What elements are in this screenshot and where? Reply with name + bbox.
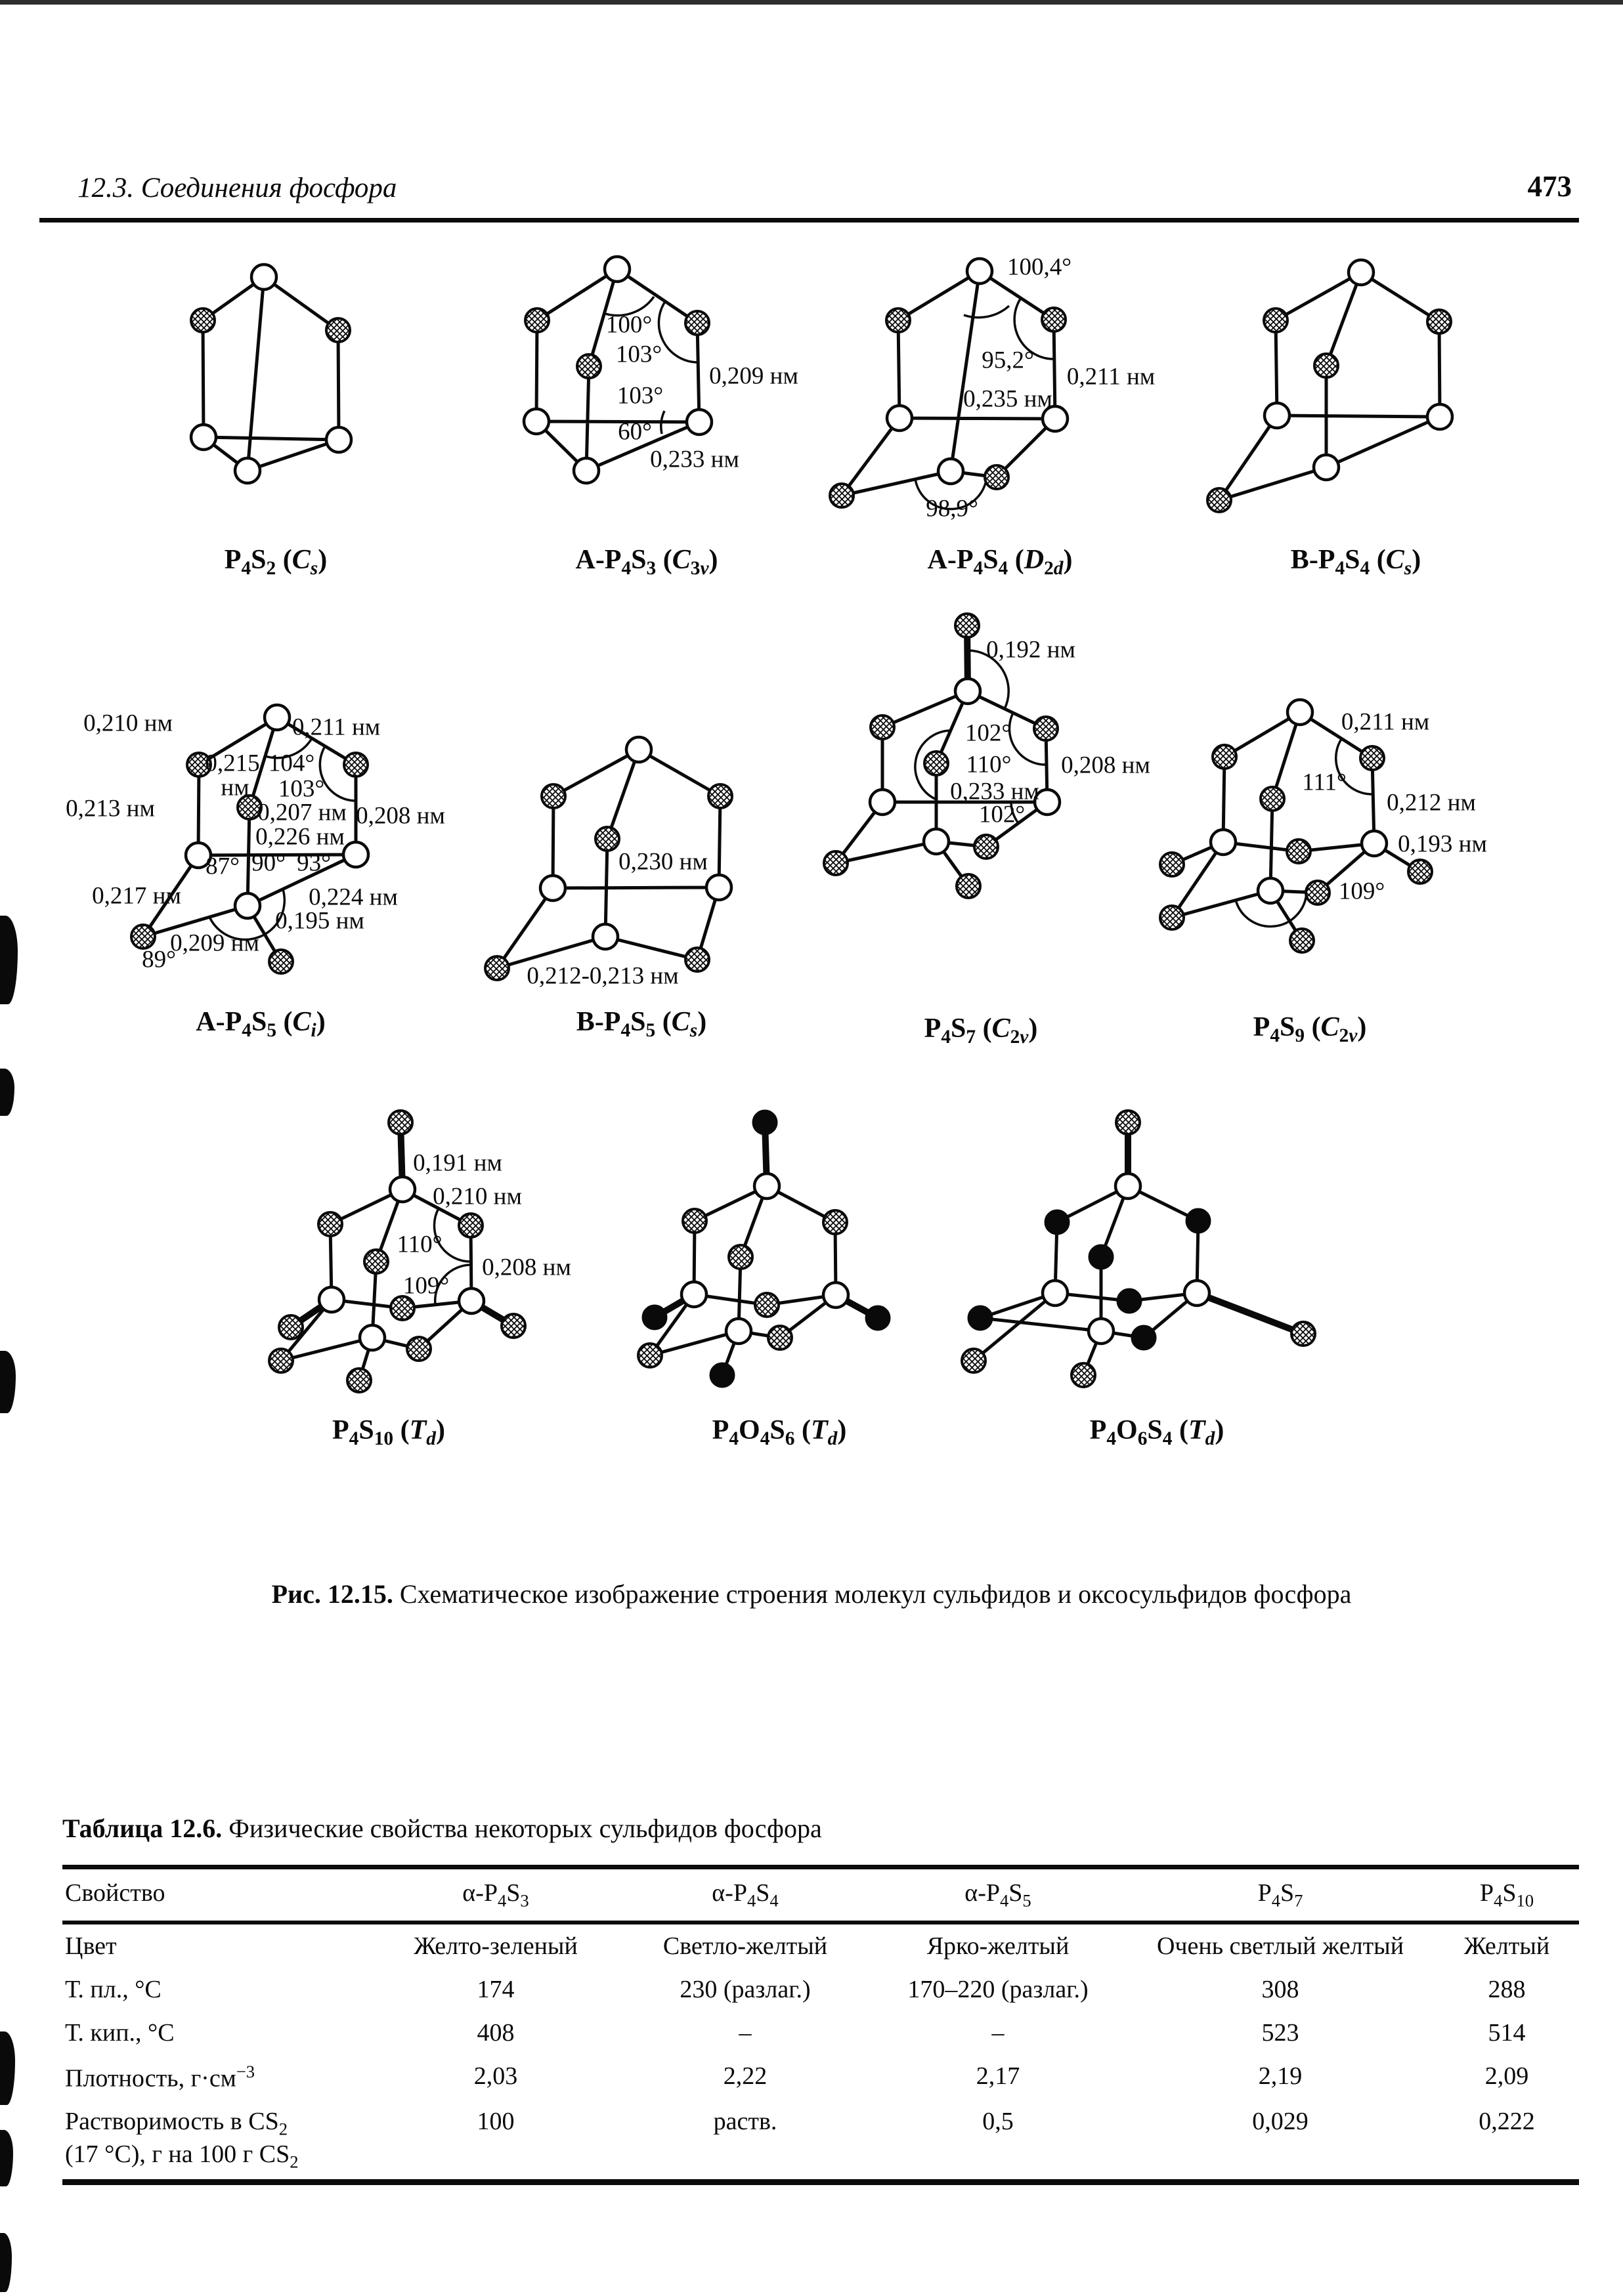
- property-value: 2,03: [473, 2062, 518, 2090]
- table-title: [62, 1813, 1580, 1844]
- molecule-label: $P_4O_4S_6$ $(T_d)$: [712, 1414, 847, 1450]
- molecule-label: $P_4O_6S_4$ $(T_d)$: [1089, 1414, 1224, 1450]
- property-value: 100: [477, 2108, 515, 2136]
- property-value: 408: [477, 2018, 515, 2047]
- bond-length-label: 0,233 нм: [950, 778, 1039, 805]
- molecule-p4o4s6: [638, 1111, 890, 1387]
- molecule-label: $P_4S_9$ $(C_{2v})$: [1253, 1011, 1367, 1047]
- bond-length-label: 0,230 нм: [618, 848, 708, 876]
- property-value: 2,22: [723, 2062, 768, 2090]
- property-value: Очень светлый желтый: [1156, 1932, 1404, 1960]
- column-header: Свойство: [62, 1867, 371, 1923]
- bond-length-label: 0,208 нм: [482, 1254, 571, 1281]
- property-name: Цвет: [65, 1932, 117, 1960]
- bond-length-label: 0,224 нм: [309, 883, 398, 911]
- bond-angle-label: 60°: [618, 418, 652, 446]
- bond-angle-label: 95,2°: [982, 347, 1034, 374]
- bond-angle-label: 90°: [251, 849, 286, 877]
- column-header: $\alpha-P_4S_3$: [371, 1867, 620, 1923]
- column-header: $P_4S_7$: [1126, 1867, 1435, 1923]
- property-value: –: [739, 2018, 752, 2047]
- molecule-b-p4s4: [1207, 260, 1452, 512]
- bond-length-label: 0,208 нм: [356, 802, 445, 830]
- property-value: Желто-зеленый: [414, 1932, 578, 1960]
- bond-angle-label: 110°: [966, 751, 1012, 778]
- bond-angle-label: 87°: [206, 853, 240, 880]
- property-value: 230 (разлаг.): [680, 1975, 811, 2003]
- bond-length-label: 0,209 нм: [170, 929, 259, 957]
- molecule-p4s9: [1160, 700, 1432, 952]
- property-value: Желтый: [1463, 1932, 1550, 1960]
- bond-angle-label: 109°: [402, 1272, 450, 1300]
- property-name: Т. пл., °С: [65, 1975, 162, 2003]
- bond-length-label: 0,211 нм: [1341, 708, 1430, 736]
- bond-angle-label: 103°: [615, 341, 662, 368]
- bond-angle-label: 98,9°: [926, 495, 978, 522]
- bond-angle-label: 102°: [964, 719, 1012, 747]
- table-row: [62, 1923, 1579, 1968]
- bond-length-label: 0,211 нм: [1066, 363, 1156, 391]
- bond-length-label: 0,233 нм: [650, 446, 739, 473]
- property-value: Ярко-желтый: [926, 1932, 1070, 1960]
- property-value: 288: [1488, 1975, 1526, 2003]
- molecule-label: $A-P_4S_4$ $(D_{2d})$: [927, 544, 1073, 580]
- molecule-label: $P_4S_2$ $(C_s)$: [224, 544, 328, 580]
- ink-blob-artifact: [0, 2031, 15, 2105]
- molecule-p4o6s4: [962, 1111, 1315, 1387]
- property-value: 170–220 (разлаг.): [907, 1975, 1089, 2003]
- ink-blob-artifact: [0, 2130, 13, 2186]
- figure-caption-text: Схематическое изображение строения молекул сульфидов и оксосульфидов фосфора: [393, 1579, 1352, 1609]
- bond-length-label: 0,212 нм: [1387, 789, 1476, 817]
- property-value: 514: [1488, 2018, 1526, 2047]
- property-value: Светло-желтый: [662, 1932, 828, 1960]
- property-value: 2,19: [1258, 2062, 1303, 2090]
- property-value: 0,222: [1479, 2108, 1535, 2136]
- table-header-row: [62, 1867, 1579, 1923]
- column-header: $\alpha-P_4S_5$: [870, 1867, 1126, 1923]
- property-value: 2,17: [976, 2062, 1020, 2090]
- column-header: $\alpha-P_4S_4$: [620, 1867, 870, 1923]
- property-value: 0,029: [1252, 2108, 1309, 2136]
- table-number: Таблица 12.6.: [62, 1814, 223, 1843]
- bond-angle-label: 100,4°: [1006, 253, 1072, 281]
- molecule-label: $P_4S_7$ $(C_{2v})$: [924, 1013, 1038, 1048]
- bond-angle-label: 100°: [605, 311, 653, 339]
- bond-angle-label: 89°: [142, 946, 176, 973]
- bond-length-label: 0,193 нм: [1398, 830, 1487, 858]
- ink-blob-artifact: [0, 2233, 12, 2292]
- figure-caption: [0, 1579, 1623, 1609]
- table-title-text: Физические свойства некоторых сульфидов фосфора: [222, 1814, 822, 1843]
- bond-length-label: нм: [221, 774, 249, 801]
- property-name: Растворимость в $CS_2$ (17 °С), г на 100 г $CS_2$: [65, 2108, 299, 2172]
- properties-table: [62, 1865, 1579, 2185]
- column-header: $P_4S_{10}$: [1435, 1867, 1579, 1923]
- bond-length-label: 0,210 нм: [433, 1183, 522, 1210]
- table-row: [62, 1968, 1579, 2011]
- molecule-label: $A-P_4S_3$ $(C_{3v})$: [575, 544, 718, 580]
- bond-angle-label: 103°: [278, 775, 325, 803]
- molecule-label: $B-P_4S_5$ $(C_s)$: [576, 1006, 707, 1042]
- page-number: 473: [1527, 170, 1572, 203]
- bond-angle-label: 109°: [1338, 878, 1385, 905]
- figure-caption-number: Рис. 12.15.: [271, 1579, 393, 1609]
- bond-length-label: 0,195 нм: [275, 907, 364, 935]
- bond-length-label: 0,217 нм: [92, 882, 181, 910]
- table-row: [62, 2100, 1579, 2182]
- bond-length-label: 0,210 нм: [83, 710, 173, 737]
- property-value: 174: [477, 1975, 515, 2003]
- property-value: 523: [1261, 2018, 1299, 2047]
- table-row: [62, 2011, 1579, 2054]
- bond-angle-label: 102°: [978, 801, 1026, 828]
- property-value: 0,5: [982, 2108, 1014, 2136]
- bond-angle-label: 103°: [617, 382, 664, 410]
- molecule-label: $A-P_4S_5$ $(C_i)$: [196, 1006, 326, 1042]
- property-value: 308: [1261, 1975, 1299, 2003]
- bond-length-label: 0,192 нм: [986, 636, 1075, 664]
- molecule-label: $B-P_4S_4$ $(C_s)$: [1290, 544, 1421, 580]
- property-name: Т. кип., °С: [65, 2018, 175, 2047]
- property-name: Плотность, $г\cdot см^{-3}$: [65, 2061, 255, 2093]
- bond-length-label: 0,211 нм: [292, 713, 381, 741]
- bond-angle-label: 93°: [297, 849, 331, 877]
- table-row: [62, 2054, 1579, 2100]
- molecule-label: $P_4S_{10}$ $(T_d)$: [332, 1414, 445, 1450]
- bond-length-label: 0,209 нм: [709, 362, 798, 390]
- molecule-a-p4s4: [830, 259, 1068, 509]
- bond-length-label: 0,235 нм: [963, 385, 1052, 413]
- section-heading: 12.3. Соединения фосфора: [77, 173, 397, 203]
- bond-length-label: 0,226 нм: [255, 823, 345, 851]
- property-value: 2,09: [1484, 2062, 1529, 2090]
- bond-angle-label: 111°: [1302, 769, 1347, 796]
- bond-angle-label: 104°: [268, 750, 315, 777]
- bond-length-label: 0,212-0,213 нм: [527, 962, 679, 990]
- property-value: раств.: [713, 2108, 777, 2136]
- property-value: –: [991, 2018, 1005, 2047]
- properties-table-section: [62, 1813, 1580, 2185]
- bond-length-label: 0,208 нм: [1061, 752, 1150, 779]
- bond-length-label: 0,191 нм: [413, 1149, 502, 1177]
- molecule-p4s2: [191, 265, 351, 483]
- bond-angle-label: 110°: [397, 1231, 443, 1258]
- bond-length-label: 0,213 нм: [66, 795, 155, 822]
- bond-length-label: 0,207 нм: [257, 799, 347, 826]
- bond-length-label: 0,215: [205, 750, 260, 777]
